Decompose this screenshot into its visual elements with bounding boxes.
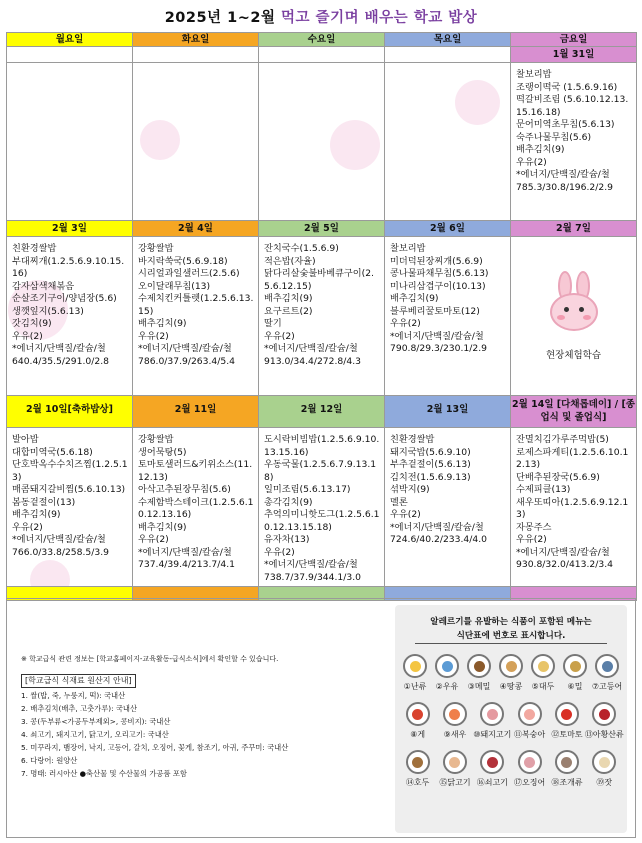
allergy-row: [395, 702, 627, 740]
allergen-label: ③메밀: [467, 682, 491, 691]
origin-line: 3. 콩(두부류<가공두부제외>, 콩비지): 국내산: [21, 717, 171, 726]
menu-cell: [385, 63, 511, 221]
allergy-item: [592, 654, 622, 692]
weekday-header: 수요일: [259, 33, 385, 47]
menu-text: 발아밥 대합미역국(5.6.18) 단호박옥수수치즈찜(1.2.5.13) 매콤돼지갈비찜(5.6.10.13) 봄동겉절이(13) 배추김치(9) 우유(2) *에너지/단백질/칼슘/철 766.0/33.8/258.5/3.9: [12, 434, 128, 558]
allergen-label: ⑫토마토: [551, 730, 583, 739]
allergen-label: ⑲잣: [596, 778, 613, 787]
allergen-label: ②우유: [435, 682, 459, 691]
allergy-item: [496, 654, 526, 692]
title-highlight: 먹고 즐기며 배우는 학교 밥상: [281, 10, 478, 26]
info-note: ※ 학교급식 관련 정보는 [학교홈페이지-교육활동-급식소식]에서 확인할 수 있습니다.: [21, 655, 279, 663]
weekday-header: 화요일: [133, 33, 259, 47]
allergy-item: [473, 702, 512, 740]
date-cell: 2월 11일: [133, 396, 259, 428]
menu-cell: [511, 63, 637, 221]
allergen-icon: [555, 702, 579, 726]
date-cell: [259, 47, 385, 63]
allergy-item: [477, 750, 507, 788]
date-row: [7, 221, 637, 237]
allergen-label: ⑨새우: [443, 730, 467, 739]
allergen-icon: [499, 654, 523, 678]
menu-cell: [133, 428, 259, 587]
menu-cell: [259, 428, 385, 587]
allergen-label: ⑭호두: [405, 778, 430, 787]
menu-table: [6, 32, 637, 601]
menu-cell: [259, 63, 385, 221]
menu-cell: [133, 237, 259, 396]
allergy-legend: [395, 605, 627, 833]
menu-row: [7, 428, 637, 587]
menu-text: 잔치국수(1.5.6.9) 적은밥(자율) 닭다리살숯불바베큐구이(2.5.6.12.15) 배추김치(9) 요구르트(2) 딸기 우유(2) *에너지/단백질/칼슘/철 913.0/34.4/272.8/4.3: [264, 243, 374, 367]
menu-text: 친환경쌀밥 돼지국밥(5.6.9.10) 부추겉절이(5.6.13) 김치전(1.5.6.9.13) 섞박지(9) 멜론 우유(2) *에너지/단백질/칼슘/철 724.6/40.2/233.4/4.0: [390, 434, 487, 545]
allergen-icon: [563, 654, 587, 678]
menu-text: 찰보리밥 미더덕된장찌개(5.6.9) 콩나물파채무침(5.6.13) 미나리삼겹구이(10.13) 배추김치(9) 블루베리꿀토마토(12) 우유(2) *에너지/단백질/칼슘/철 790.8/29.3/230.1/2.9: [390, 243, 489, 354]
allergen-icon: [443, 750, 467, 774]
date-cell: 2월 5일: [259, 221, 385, 237]
origin-line: 4. 쇠고기, 돼지고기, 닭고기, 오리고기: 국내산: [21, 730, 169, 739]
bunny-icon: [544, 271, 604, 333]
menu-cell: [511, 428, 637, 587]
allergen-label: ⑧게: [410, 730, 426, 739]
menu-cell: [259, 237, 385, 396]
menu-cell: [133, 63, 259, 221]
menu-cell: [7, 428, 133, 587]
menu-text: 도시락비빔밥(1.2.5.6.9.10.13.15.16) 우동국물(1.2.5.6.7.9.13.18) 일미조림(5.6.13.17) 총각김치(9) 추억의미니핫도그(1.2.5.6.10.12.13.15.18) 유자차(13) 우유(2) *에너지/단백질/칼슘/철 738.7/37.9/344.1/3.0: [264, 434, 380, 583]
allergen-label: ⑤대두: [531, 682, 555, 691]
allergen-icon: [480, 702, 504, 726]
allergen-label: ⑪복숭아: [514, 730, 546, 739]
allergy-item: [403, 750, 433, 788]
menu-cell: [511, 237, 637, 396]
allergy-item: [440, 750, 470, 788]
allergy-item: [552, 750, 582, 788]
allergen-icon: [555, 750, 579, 774]
allergy-item: [552, 702, 582, 740]
date-row: [7, 47, 637, 63]
menu-text: 강황쌀밥 생어묵탕(5) 토마토샐러드&키위소스(11.12.13) 아삭고추된장무침(5.6) 수제함박스테이크(1.2.5.6.10.12.13.16) 배추김치(9) 우유(2) *에너지/단백질/칼슘/철 737.4/39.4/213.7/4.1: [138, 434, 254, 570]
allergen-label: ⑯쇠고기: [476, 778, 508, 787]
allergy-item: [400, 654, 430, 692]
page-title: [6, 4, 636, 32]
date-cell: 2월 12일: [259, 396, 385, 428]
date-cell: 2월 13일: [385, 396, 511, 428]
allergen-icon: [531, 654, 555, 678]
allergy-heading: 알레르기를 유발하는 식품이 포함된 메뉴는: [430, 617, 592, 627]
allergen-label: ④땅콩: [499, 682, 523, 691]
date-cell: 2월 4일: [133, 221, 259, 237]
allergen-label: ⑦고등어: [591, 682, 623, 691]
allergy-item: [528, 654, 558, 692]
date-row: [7, 396, 637, 428]
footer-panel: [6, 598, 636, 838]
allergy-item: [560, 654, 590, 692]
allergen-icon: [467, 654, 491, 678]
date-cell: 1월 31일: [511, 47, 637, 63]
menu-cell: [385, 237, 511, 396]
allergen-icon: [406, 702, 430, 726]
allergen-label: ⑥밀: [567, 682, 583, 691]
menu-row: [7, 63, 637, 221]
menu-row: [7, 237, 637, 396]
menu-cell: [7, 63, 133, 221]
allergy-subheading: 식단표에 번호로 표시합니다.: [415, 629, 607, 644]
menu-text: 잔멸치김가루주먹밥(5) 로제스파게티(1.2.5.6.10.12.13) 단배추된장국(5.6.9) 수제피클(13) 새우또띠아(1.2.5.6.9.12.13) 자몽주스 우유(2) *에너지/단백질/칼슘/철 930.8/32.0/413.2/3.4: [516, 434, 629, 570]
allergen-icon: [406, 750, 430, 774]
date-cell: [385, 47, 511, 63]
weekday-header: 금요일: [511, 33, 637, 47]
allergen-icon: [403, 654, 427, 678]
origin-title: [학교급식 식재료 원산지 안내]: [21, 674, 136, 688]
allergen-label: ⑮닭고기: [439, 778, 471, 787]
weekday-header-row: [7, 33, 637, 47]
allergen-icon: [595, 654, 619, 678]
date-cell: [133, 47, 259, 63]
origin-line: 6. 다랑어: 원양산: [21, 756, 78, 765]
allergy-item: [464, 654, 494, 692]
allergen-icon: [518, 750, 542, 774]
menu-text: 친환경쌀밥 부대찌개(1.2.5.6.9.10.15.16) 감자삼색채볶음 순살조기구이/양념장(5.6) 생깻잎지(5.6.13) 갓김치(9) 우유(2) *에너지/단백질/칼슘/철 640.4/35.5/291.0/2.8: [12, 243, 125, 367]
allergen-label: ⑰오징어: [514, 778, 546, 787]
allergy-item: [432, 654, 462, 692]
origin-line: 1. 쌀(밥, 죽, 누룽지, 떡): 국내산: [21, 691, 126, 700]
field-trip-label: 현장체험학습: [545, 350, 602, 361]
allergen-label: ⑩돼지고기: [473, 730, 512, 739]
origin-line: 5. 미꾸라지, 뱀장어, 낙지, 고등어, 갈치, 오징어, 꽃게, 참조기, 아귀, 주꾸미: 국내산: [21, 743, 289, 752]
allergen-icon: [518, 702, 542, 726]
title-prefix: 2025년 1~2월: [164, 10, 281, 26]
weekday-header: 목요일: [385, 33, 511, 47]
origin-line: 7. 명태: 러시아산 ●축산물 및 수산물의 가공품 포함: [21, 769, 187, 778]
date-cell: [7, 47, 133, 63]
allergy-item: [584, 702, 624, 740]
menu-text: 강황쌀밥 바지락쑥국(5.6.9.18) 시리얼과일샐러드(2.5.6) 오이달래무침(13) 수제치킨커틀렛(1.2.5.6.13.15) 배추김치(9) 우유(2) *에너지/단백질/칼슘/철 786.0/37.9/263.4/5.4: [138, 243, 254, 367]
allergen-label: ⑬아황산류: [584, 730, 624, 739]
allergen-icon: [443, 702, 467, 726]
date-cell: 2월 3일: [7, 221, 133, 237]
menu-page: [6, 4, 636, 32]
allergy-row: [395, 654, 627, 692]
menu-text: 찰보리밥 조랭이떡국 (1.5.6.9.16) 떡갈비조림 (5.6.10.12.13.15.16.18) 문어미역초무침(5.6.13) 숙주나물무침(5.6) 배추김치(9) 우유(2) *에너지/단백질/칼슘/철 785.3/30.8/196.2/2.9: [516, 69, 629, 193]
date-cell: 2월 10일[축하밥상]: [7, 396, 133, 428]
allergen-icon: [435, 654, 459, 678]
menu-cell: [385, 428, 511, 587]
weekday-header: 월요일: [7, 33, 133, 47]
origin-line: 2. 배추김치(배추, 고춧가루): 국내산: [21, 704, 138, 713]
date-cell: 2월 14일 [다채롭데이] / [종업식 및 졸업식]: [511, 396, 637, 428]
allergen-icon: [592, 750, 616, 774]
allergen-label: ①난류: [403, 682, 427, 691]
allergy-item: [515, 750, 545, 788]
allergen-label: ⑱조개류: [551, 778, 583, 787]
allergen-icon: [480, 750, 504, 774]
date-cell: 2월 6일: [385, 221, 511, 237]
allergy-item: [515, 702, 545, 740]
allergy-item: [440, 702, 470, 740]
menu-cell: [7, 237, 133, 396]
date-cell: 2월 7일: [511, 221, 637, 237]
allergen-icon: [592, 702, 616, 726]
origin-info: [21, 674, 376, 780]
allergy-row: [395, 750, 627, 788]
allergy-item: [403, 702, 433, 740]
allergy-item: [589, 750, 619, 788]
